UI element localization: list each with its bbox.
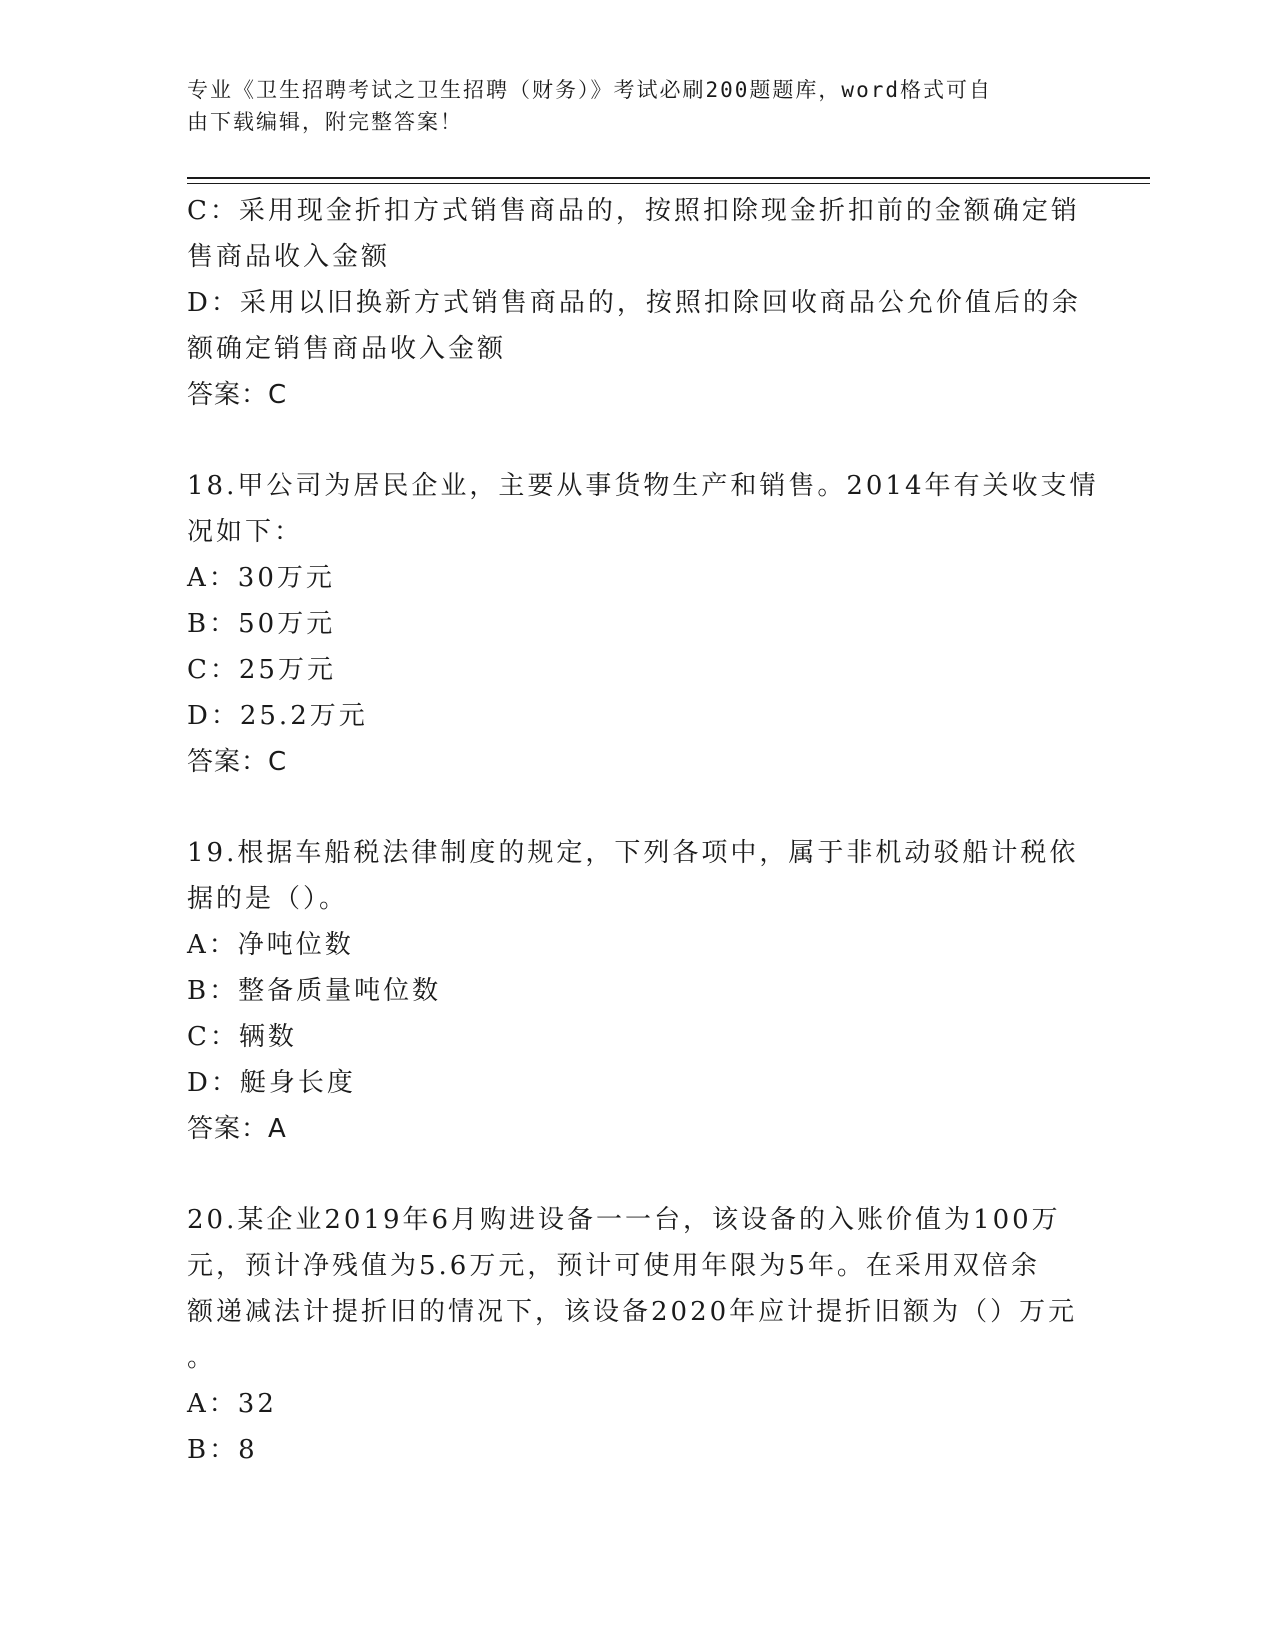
option-a: A：32 [187,1389,277,1419]
header-divider-thick [187,177,1150,179]
question-content [187,188,1099,1473]
document-header [187,74,1067,138]
question-18 [187,463,1099,785]
header-line-1: 专业《卫生招聘考试之卫生招聘（财务）》考试必刷200题题库，word格式可自 [187,78,992,102]
option-a: A：净吨位数 [187,930,354,960]
question-stem-line-4: 。 [187,1343,217,1373]
option-c: C：25万元 [187,655,336,685]
spacer [187,785,1087,830]
option-d: D：25.2万元 [187,701,368,731]
answer: 答案：A [187,1114,287,1144]
option-b: B：8 [187,1435,258,1465]
question-stem-line-2: 况如下： [187,517,304,547]
question-19 [187,830,1087,1152]
question-stem-line-1: 19.根据车船税法律制度的规定，下列各项中，属于非机动驳船计税依 [187,838,1079,868]
option-c: C：辆数 [187,1022,297,1052]
option-d: D：艇身长度 [187,1068,356,1098]
answer: 答案：C [187,380,288,410]
question-17 [187,188,1087,418]
question-stem-line-1: 18.甲公司为居民企业，主要从事货物生产和销售。2014年有关收支情 [187,471,1099,501]
header-line-2: 由下载编辑，附完整答案！ [187,110,463,134]
question-20 [187,1197,1087,1473]
option-d-line-2: 额确定销售商品收入金额 [187,334,507,364]
question-stem-line-2: 元，预计净残值为5.6万元，预计可使用年限为5年。在采用双倍余 [187,1251,1040,1281]
question-stem-line-3: 额递减法计提折旧的情况下，该设备2020年应计提折旧额为（）万元 [187,1297,1078,1327]
header-divider-thin [187,183,1150,184]
spacer [187,1152,1087,1197]
option-c-line-2: 售商品收入金额 [187,242,391,272]
question-stem-line-2: 据的是（）。 [187,884,349,914]
option-a: A：30万元 [187,563,335,593]
option-d-line-1: D：采用以旧换新方式销售商品的，按照扣除回收商品公允价值后的余 [187,288,1081,318]
answer: 答案：C [187,747,288,777]
question-stem-line-1: 20.某企业2019年6月购进设备一一台，该设备的入账价值为100万 [187,1205,1061,1235]
option-b: B：整备质量吨位数 [187,976,442,1006]
spacer [187,418,1087,463]
option-c-line-1: C：采用现金折扣方式销售商品的，按照扣除现金折扣前的金额确定销 [187,196,1080,226]
option-b: B：50万元 [187,609,336,639]
